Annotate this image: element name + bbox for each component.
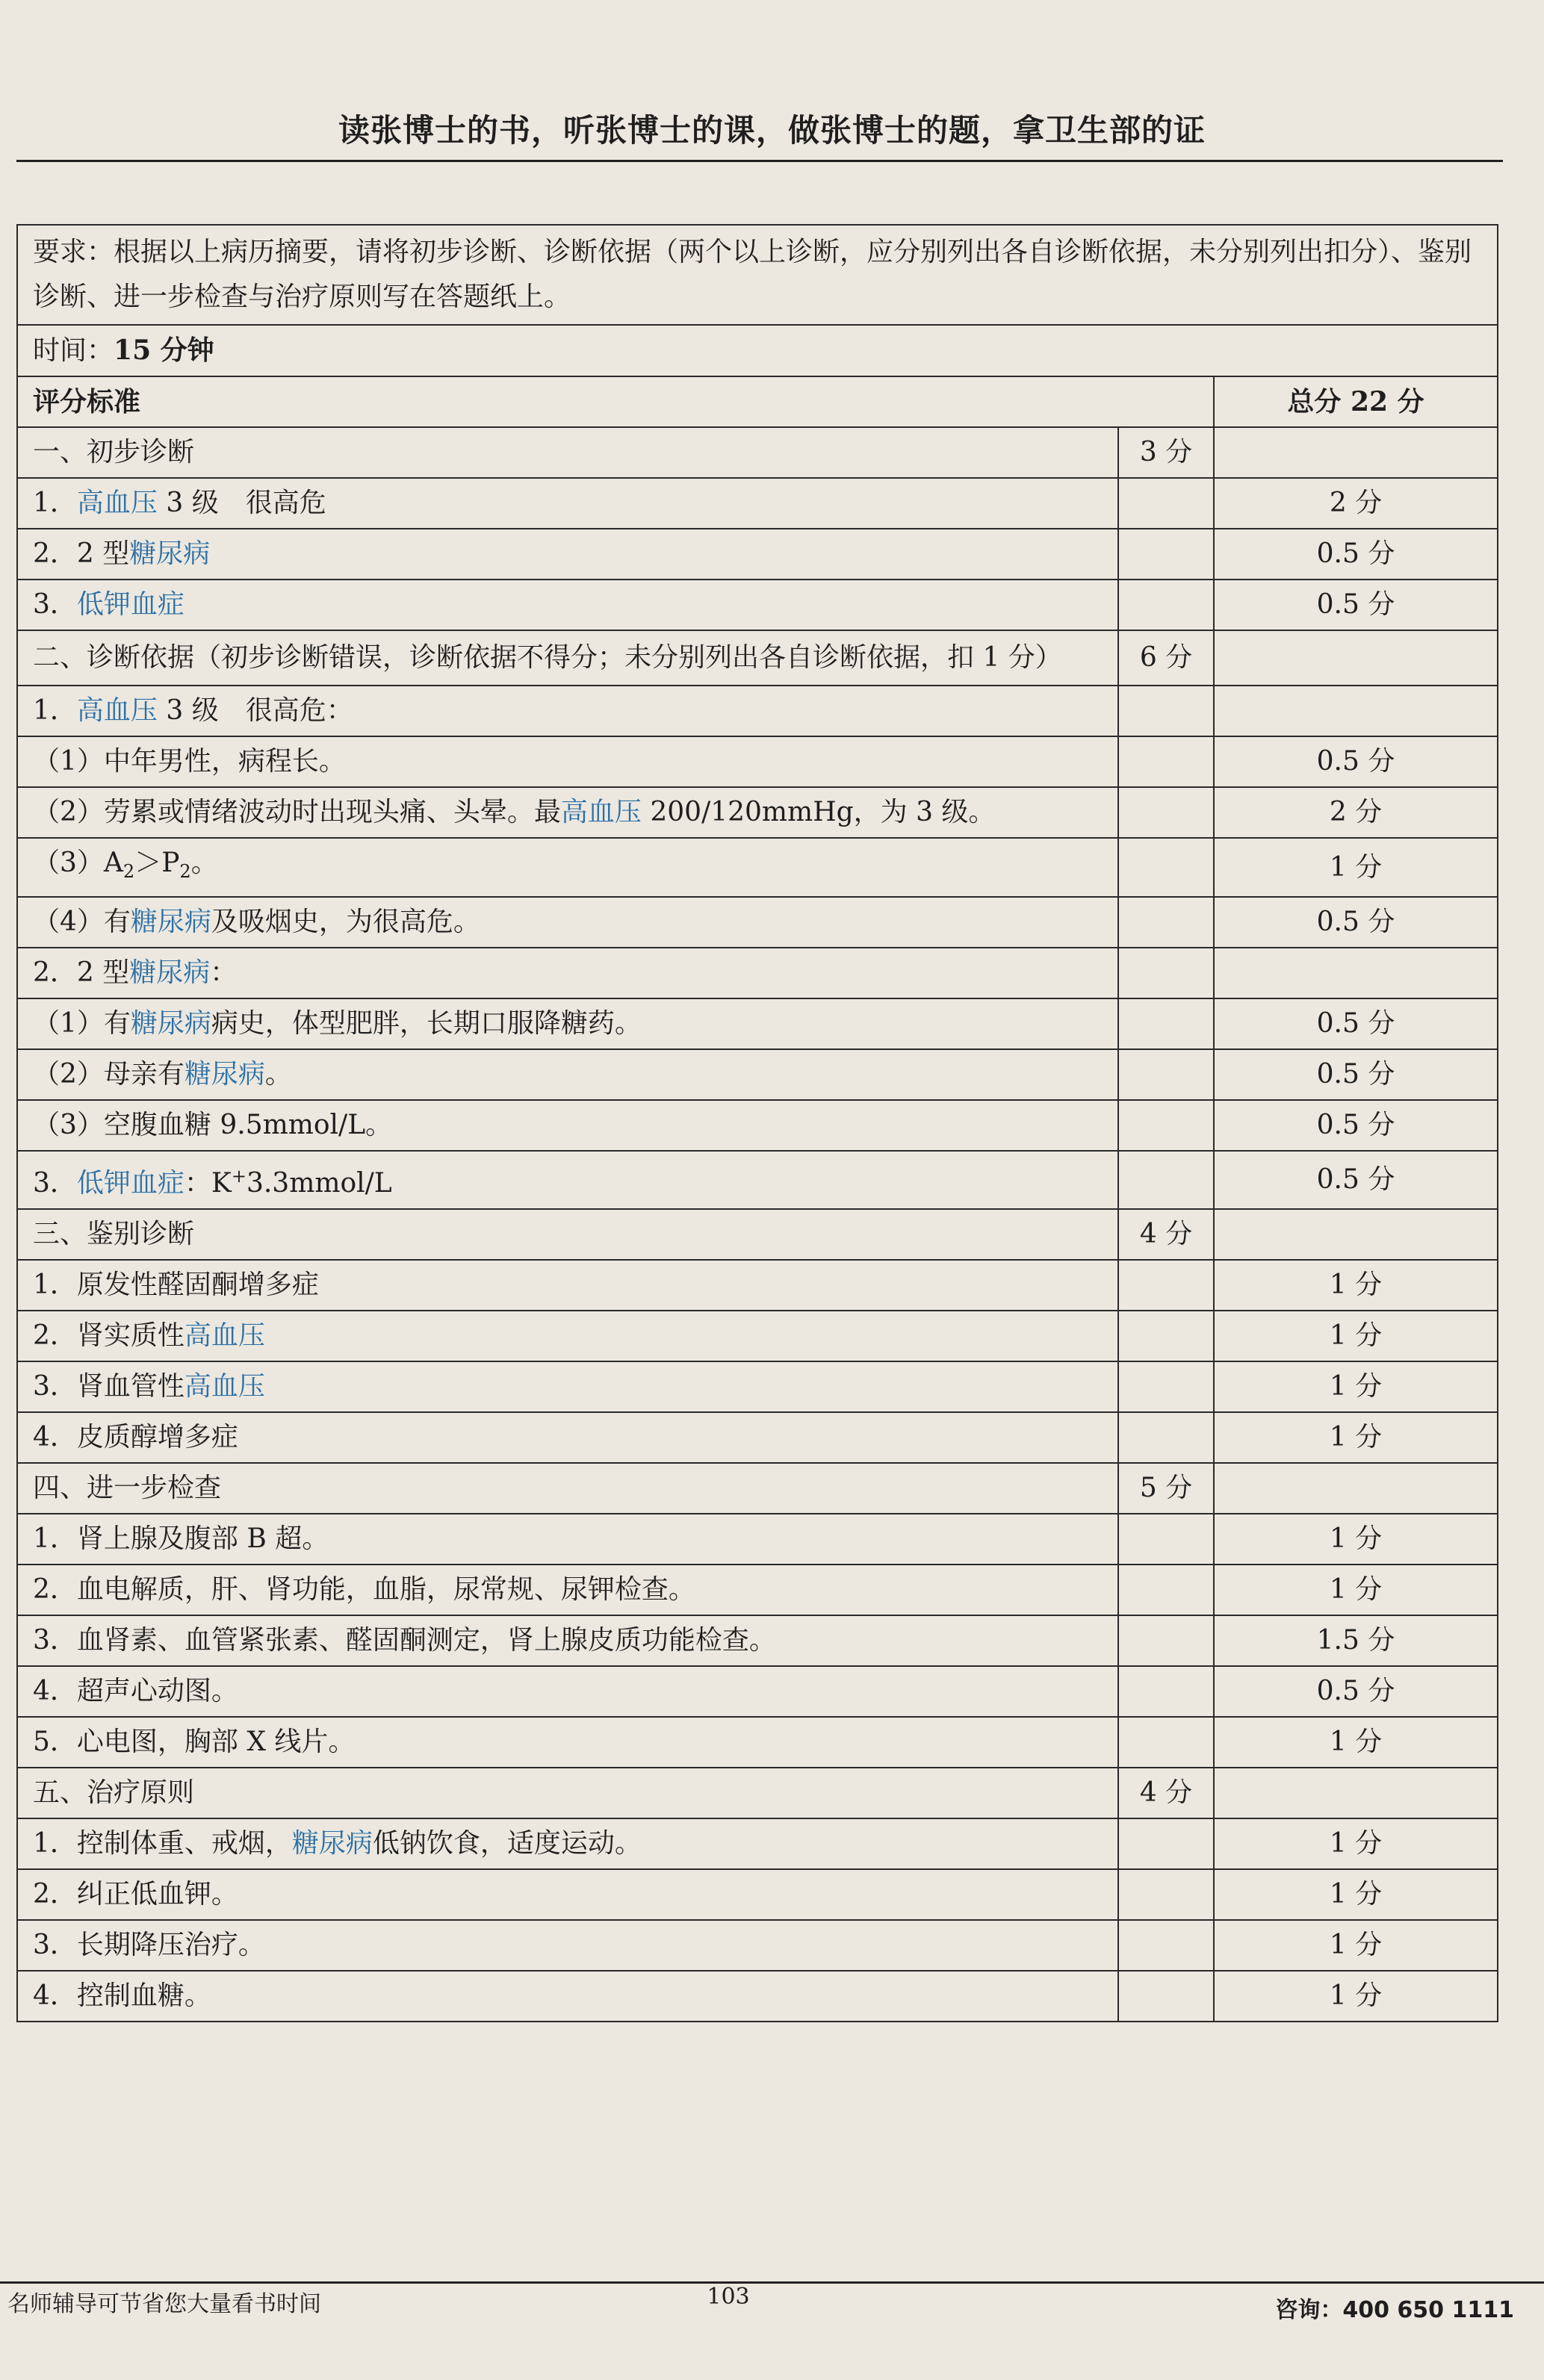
page-header-title: 读张博士的书，听张博士的课，做张博士的题，拿卫生部的证	[338, 112, 1206, 149]
item-row: 1．肾上腺及腹部 B 超。 1 分	[17, 1514, 1498, 1565]
item-points: 1 分	[1214, 1920, 1498, 1971]
requirement-text: 要求：根据以上病历摘要，请将初步诊断、诊断依据（两个以上诊断，应分别列出各自诊断依据，未分别列出扣分）、鉴别诊断、进一步检查与治疗原则写在答题纸上。	[17, 225, 1498, 325]
item-points: 1 分	[1214, 1361, 1498, 1412]
item-points: 1 分	[1214, 1971, 1498, 2022]
footer-contact: 咨询：400 650 1111	[1275, 2297, 1514, 2323]
item-points: 0.5 分	[1214, 529, 1498, 580]
highlighted-term: 糖尿病	[291, 1828, 373, 1859]
item-row: 1．原发性醛固酮增多症 1 分	[17, 1260, 1498, 1311]
header-divider	[16, 160, 1503, 162]
item-row: 1．控制体重、戒烟，糖尿病低钠饮食，适度运动。 1 分	[17, 1818, 1498, 1869]
item-points: 1 分	[1214, 1260, 1498, 1311]
section-title: 二、诊断依据（初步诊断错误，诊断依据不得分；未分别列出各自诊断依据，扣 1 分）	[17, 630, 1118, 686]
highlighted-term: 高血压	[76, 695, 158, 726]
scoring-label: 评分标准	[17, 376, 1214, 427]
highlighted-term: 高血压	[184, 1320, 265, 1352]
item-row: （2）母亲有糖尿病。 0.5 分	[17, 1049, 1498, 1100]
highlighted-term: 低钾血症	[76, 1168, 185, 1199]
item-row: 2．肾实质性高血压 1 分	[17, 1311, 1498, 1361]
item-row: $(3)A_2>P_2$。 1 分	[17, 838, 1498, 897]
subheading-row: 1．高血压 3 级 很高危：	[17, 686, 1498, 736]
subheading-row: 2．2 型糖尿病：	[17, 948, 1498, 998]
item-row: 2．血电解质，肝、肾功能，血脂，尿常规、尿钾检查。 1 分	[17, 1565, 1498, 1615]
scoring-table	[16, 224, 1498, 2022]
highlighted-term: 糖尿病	[129, 538, 211, 569]
highlighted-term: 糖尿病	[130, 1008, 211, 1040]
time-row	[17, 325, 1498, 376]
item-row: 4．控制血糖。 1 分	[17, 1971, 1498, 2022]
section-title: 三、鉴别诊断	[17, 1209, 1118, 1260]
item-row: 2．2 型糖尿病 0.5 分	[17, 529, 1498, 580]
item-row: 2．纠正低血钾。 1 分	[17, 1869, 1498, 1920]
highlighted-term: 糖尿病	[184, 1059, 265, 1090]
item-points: 0.5 分	[1214, 1151, 1498, 1209]
item-points: 0.5 分	[1214, 580, 1498, 630]
item-row: 3．血肾素、血管紧张素、醛固酮测定，肾上腺皮质功能检查。 1.5 分	[17, 1615, 1498, 1666]
item-points: 0.5 分	[1214, 1100, 1498, 1151]
item-points: 1 分	[1214, 838, 1498, 897]
item-row: 3．肾血管性高血压 1 分	[17, 1361, 1498, 1412]
item-points: 0.5 分	[1214, 1049, 1498, 1100]
item-row: 1．高血压 3 级 很高危 2 分	[17, 478, 1498, 529]
section-points: 4 分	[1118, 1209, 1214, 1260]
item-row: （2）劳累或情绪波动时出现头痛、头晕。最高血压 200/120mmHg，为 3 级。 2 分	[17, 787, 1498, 838]
requirement-row	[17, 225, 1498, 325]
highlighted-term: 糖尿病	[130, 907, 211, 938]
item-points: 1 分	[1214, 1565, 1498, 1615]
item-row: 4．超声心动图。 0.5 分	[17, 1666, 1498, 1717]
item-points: 1 分	[1214, 1818, 1498, 1869]
highlighted-term: 高血压	[184, 1371, 265, 1402]
item-row: 4．皮质醇增多症 1 分	[17, 1412, 1498, 1463]
highlighted-term: 高血压	[560, 797, 642, 827]
time-value: 15 分钟	[114, 335, 214, 366]
item-row: （4）有糖尿病及吸烟史，为很高危。 0.5 分	[17, 897, 1498, 948]
section-points: 5 分	[1118, 1463, 1214, 1514]
section-points: 6 分	[1118, 630, 1214, 686]
item-row: 5．心电图，胸部 X 线片。 1 分	[17, 1717, 1498, 1768]
item-points: 0.5 分	[1214, 736, 1498, 787]
section-row	[17, 1463, 1498, 1514]
section-title: 四、进一步检查	[17, 1463, 1118, 1514]
item-points: 1 分	[1214, 1412, 1498, 1463]
item-points: 0.5 分	[1214, 897, 1498, 948]
section-points: 3 分	[1118, 427, 1214, 478]
section-points: 4 分	[1118, 1768, 1214, 1818]
section-row	[17, 1209, 1498, 1260]
total-score: 总分 22 分	[1214, 376, 1498, 427]
item-points: 1 分	[1214, 1717, 1498, 1768]
item-points: 1 分	[1214, 1514, 1498, 1565]
time-label: 时间：	[33, 335, 114, 366]
section-row	[17, 427, 1498, 478]
item-row: 3．低钾血症 0.5 分	[17, 580, 1498, 630]
item-points: 0.5 分	[1214, 1666, 1498, 1717]
highlighted-term: 高血压	[76, 488, 158, 518]
item-row: 3．低钾血症：K+3.3mmol/L 0.5 分	[17, 1151, 1498, 1209]
item-points: 2 分	[1214, 787, 1498, 838]
highlighted-term: 低钾血症	[76, 589, 185, 620]
item-row: （1）有糖尿病病史，体型肥胖，长期口服降糖药。 0.5 分	[17, 998, 1498, 1049]
scoring-header-row	[17, 376, 1498, 427]
item-points: 2 分	[1214, 478, 1498, 529]
highlighted-term: 糖尿病	[129, 957, 211, 989]
item-points: 1 分	[1214, 1311, 1498, 1361]
footer-slogan: 名师辅导可节省您大量看书时间	[7, 2291, 321, 2317]
item-row: （1）中年男性，病程长。 0.5 分	[17, 736, 1498, 787]
section-title: 五、治疗原则	[17, 1768, 1118, 1818]
section-row	[17, 1768, 1498, 1818]
item-row: （3）空腹血糖 9.5mmol/L。 0.5 分	[17, 1100, 1498, 1151]
item-points: 0.5 分	[1214, 998, 1498, 1049]
page-number: 103	[707, 2284, 750, 2310]
section-title: 一、初步诊断	[17, 427, 1118, 478]
item-row: 3．长期降压治疗。 1 分	[17, 1920, 1498, 1971]
item-points: 1.5 分	[1214, 1615, 1498, 1666]
item-points: 1 分	[1214, 1869, 1498, 1920]
section-row	[17, 630, 1498, 686]
